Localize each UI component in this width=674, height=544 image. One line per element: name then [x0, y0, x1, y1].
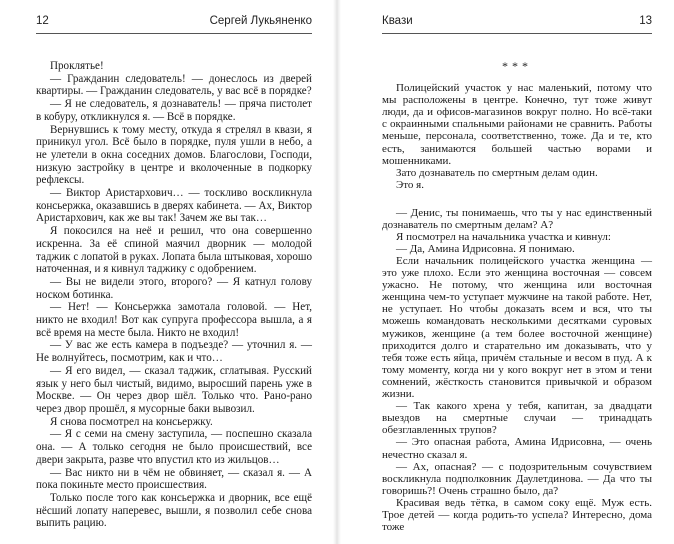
paragraph: Полицейский участок у нас маленький, потому что мы расположены в центре. Конечно, тут тоже живут люди, да и офисов-магазинов вокруг полно. Но всё-таки с окраинными спальными районами не сравнить. Работы меньше, персонала, соответственно, тоже. Да и те, кто есть, занимаются большей частью ворами и мошенниками.: [382, 82, 652, 167]
paragraph: — Я с семи на смену заступила, — поспешно сказала она. — А только сегодня не было происшествий, все двери закрыта, разве что впустил кто из жильцов…: [36, 428, 312, 466]
paragraph: Я снова посмотрел на консьержку.: [50, 415, 213, 428]
left-running-header: [36, 11, 312, 34]
right-running-head-title: Квази: [382, 15, 413, 27]
paragraph: — Денис, ты понимаешь, что ты у нас единственный дознаватель по смертным делам? А?: [382, 206, 652, 231]
paragraph: — Нет! — Консьержка замотала головой. — Нет, никто не входил! Вот как супруга профессора вышла, а я всё время на месте была. Никто не входил!: [36, 301, 312, 339]
right-page: [340, 0, 674, 544]
paragraph: — Я не следователь, я дознаватель! — пряча пистолет в кобуру, откликнулся я. — Всё в порядке.: [36, 98, 312, 123]
paragraph: Я покосился на неё и решил, что она совершенно искренна. За её спиной маячил дворник — молодой таджик с лопатой в руках. Лопата была штыковая, хорошо наточенная, и я кивнул таджику с одобрением.: [36, 225, 312, 276]
paragraph: Проклятье!: [50, 60, 104, 72]
paragraph: — Гражданин следователь! — донеслось из дверей квартиры. — Гражданин следователь, у вас всё в порядке?: [36, 72, 312, 98]
left-page-body: [36, 60, 312, 530]
paragraph: Вернувшись к тому месту, откуда я стрелял в квази, я приникул угол. Всё было в порядке, пуля ушли в небо, а не улетели в окна соседних домов. Благослови, Господи, низкую застройку в центре и вколоченные в подкорку рефлексы.: [36, 123, 312, 187]
right-page-body: [382, 60, 652, 533]
left-page-number: 12: [36, 15, 49, 27]
paragraph: Зато дознаватель по смертным делам один.: [396, 166, 598, 179]
paragraph: Я посмотрел на начальника участка и кивнул:: [396, 230, 611, 243]
paragraph: — Да, Амина Идрисовна. Я понимаю.: [396, 242, 575, 255]
paragraph: — Я его видел, — сказал таджик, сглатывая. Русский язык у него был чистый, видимо, выросший парень уже в Москве. — Он через двор шёл. Только что. Рано-рано через двор прошёл, я мусорные баки вывозил.: [36, 364, 312, 415]
paragraph: Если начальник полицейского участка женщина — это уже плохо. Если это женщина восточная — совсем ужасно. Не потому, что женщина или восточная женщина чем-то уступает мужчине на такой работе. Нет, не уступает. Но чтобы доказать всем и вся, что ты можешь командовать несколькими десятками суровых мужиков, женщине (а тем более восточной женщине) приходится долго и старательно им доказывать, что у тебя тоже есть яйца, причём стальные и весом в пуд. А к тому моменту, когда ни у кого вокруг нет в этом и тени сомнений, жёсткость становится привычкой и образом жизни.: [382, 255, 652, 401]
section-break: ***: [502, 59, 532, 73]
right-page-number: 13: [639, 15, 652, 27]
left-page: [0, 0, 334, 544]
left-running-head-author: Сергей Лукьяненко: [209, 15, 312, 27]
paragraph: — Вы не видели этого, второго? — Я катнул голову носком ботинка.: [36, 275, 312, 301]
right-running-header: [382, 11, 652, 34]
paragraph: — У вас же есть камера в подъезде? — уточнил я. — Не волнуйтесь, посмотрим, как и что…: [36, 339, 312, 365]
paragraph: — Вас никто ни в чём не обвиняет, — сказал я. — А пока покиньте место происшествия.: [36, 466, 312, 492]
paragraph: Это я.: [396, 178, 424, 191]
paragraph: Только после того как консьержка и дворник, все ещё нёсший лопату наперевес, вышли, я позволил себе снова выпить рацию.: [36, 491, 312, 530]
paragraph: Красивая ведь тётка, в самом соку ещё. Муж есть. Трое детей — когда родить-то успела? Интересно, дома тоже: [382, 496, 652, 534]
paragraph: — Виктор Аристархович… — тоскливо воскликнула консьержка, оказавшись в дверях кабинета. — Ах, Виктор Аристархович, как же вы так! Зачем же вы так…: [36, 187, 312, 225]
paragraph: — Ах, опасная? — с подозрительным сочувствием воскликнула подполковник Даулетдинова. — Да что ты говоришь?! Очень страшно было, да?: [382, 460, 652, 497]
paragraph: — Это опасная работа, Амина Идрисовна, — очень нечестно сказал я.: [382, 436, 652, 461]
paragraph: — Так какого хрена у тебя, капитан, за двадцати выездов на смертные случаи — тринадцать обезглавленных трупов?: [382, 400, 652, 437]
